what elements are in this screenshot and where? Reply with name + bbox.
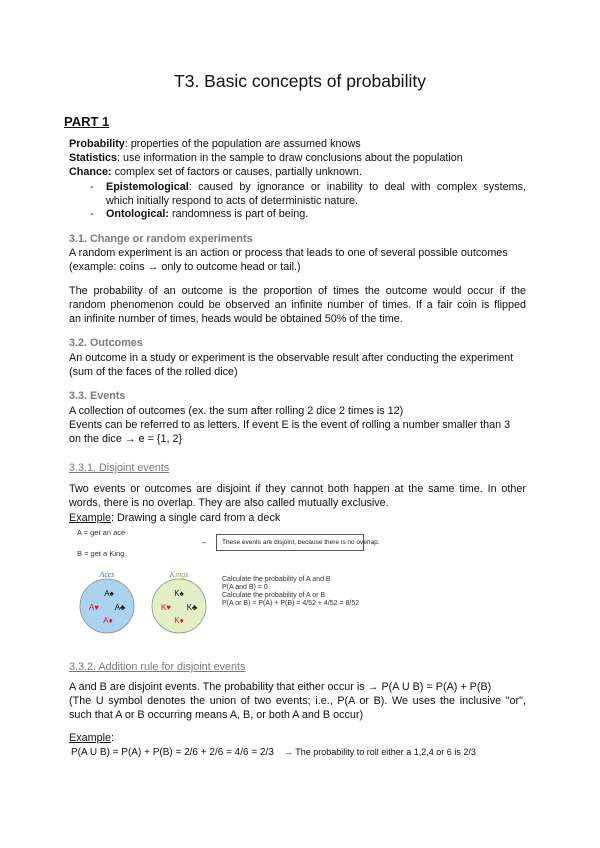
example-text: : Drawing a single card from a deck (111, 512, 281, 524)
example-label: Example (69, 732, 112, 744)
section-3-3-1-heading: 3.3.1. Disjoint events (69, 462, 170, 474)
ontological-item (90, 207, 308, 221)
s33-line-2: Events can be referred to as letters. If event E is the event of rolling a number smaller than 3 (69, 419, 511, 431)
statistics-definition (69, 151, 463, 165)
probability-text: : properties of the population are assumed knows (124, 138, 361, 150)
formula: P(A U B) = P(A) + P(B) = 2/6 + 2/6 = 4/6 = 2/3 (71, 747, 274, 758)
chance-text: complex set of factors or causes, partially unknown. (111, 166, 362, 178)
aces-title: Aces (99, 570, 115, 579)
figure-note-2: P(A and B) = 0 (222, 584, 268, 591)
s332-formula (71, 745, 476, 760)
s32-line-2: (sum of the faces of the rolled dice) (69, 366, 238, 378)
kings-title: Kings (169, 570, 189, 579)
section-3-3-2-heading: 3.3.2. Addition rule for disjoint events (69, 661, 246, 673)
page-title: T3. Basic concepts of probability (174, 71, 426, 91)
s332-line-3: such that A or B occurring means A, B, or both A and B occur) (69, 709, 364, 721)
probability-term: Probability (69, 138, 125, 150)
statistics-term: Statistics (69, 152, 118, 164)
epistemological-line-1 (106, 180, 526, 194)
epistemological-text: : caused by ignorance or inability to deal with complex systems, (188, 181, 526, 193)
figure-note-1: Calculate the probability of A and B (222, 576, 331, 583)
s32-line-1: An outcome in a study or experiment is the observable result after conducting the experiment (69, 352, 514, 364)
ace-hearts: A♥ (88, 603, 100, 612)
event-b-label: B = get a King (77, 549, 125, 558)
s332-line-1: A and B are disjoint events. The probability that either occur is → P(A U B) = P(A) + P(B) (69, 681, 492, 693)
ontological-term: Ontological: (106, 208, 169, 220)
event-a-label: A = get an ace (77, 528, 126, 537)
s31-p2-line-2: random phenomenon could be observed an infinite number of times. If a fair coin is flipped (69, 299, 526, 311)
probability-definition (69, 137, 361, 151)
epistemological-line-2: which initially respond to acts of deterministic nature. (106, 195, 359, 207)
s331-line-2: words, there is no overlap. They are also called mutually exclusive. (69, 497, 389, 509)
figure-dash: – (202, 538, 207, 547)
s31-p1-line-2: (example: coins → only to outcome head or tail.) (69, 261, 301, 273)
king-clubs: K♣ (186, 603, 198, 612)
epistemological-item (90, 180, 526, 194)
part-heading: PART 1 (64, 114, 110, 129)
example-colon: : (111, 732, 115, 744)
bullet-dash: - (90, 208, 94, 220)
figure-note-4: P(A or B) = P(A) + P(B) = 4/52 + 4/52 = 8/52 (222, 600, 360, 607)
statistics-text: : use information in the sample to draw conclusions about the population (117, 152, 463, 164)
king-hearts: K♥ (160, 603, 172, 612)
s332-line-2: (The U symbol denotes the union of two events; i.e., P(A or B). We uses the inclusive "or", (69, 695, 526, 707)
s31-p1-line-1: A random experiment is an action or process that leads to one of several possible outcomes (69, 247, 508, 259)
section-3-2-heading: 3.2. Outcomes (69, 337, 143, 349)
ace-clubs: A♣ (114, 603, 126, 612)
section-3-3-heading: 3.3. Events (69, 390, 126, 402)
s331-example (69, 511, 280, 525)
s31-p2-line-1: The probability of an outcome is the proportion of times the outcome would occur if the (69, 285, 526, 297)
s332-example (69, 731, 114, 745)
s31-p2-line-3: an infinite number of times, heads would be obtained 50% of the time. (69, 313, 403, 325)
ace-diamonds: A♦ (103, 616, 113, 625)
chance-term: Chance: (69, 166, 112, 178)
venn-diagram (75, 568, 215, 640)
conclusion: → The probability to roll either a 1,2,4 or 6 is 2/3 (283, 747, 476, 757)
king-diamonds: K♦ (174, 616, 184, 625)
example-label: Example (69, 512, 112, 524)
disjoint-note-box: These events are disjoint, because there is no overlap. (216, 534, 364, 551)
s33-line-1: A collection of outcomes (ex. the sum after rolling 2 dice 2 times is 12) (69, 405, 404, 417)
ontological-text: randomness is part of being. (168, 208, 309, 220)
figure-note-3: Calculate the probability of A or B (222, 592, 326, 599)
ace-spades: A♠ (104, 589, 114, 598)
section-3-1-heading: 3.1. Change or random experiments (69, 233, 253, 245)
epistemological-term: Epistemological (106, 181, 189, 193)
s33-line-3: on the dice → e = {1, 2} (69, 433, 183, 445)
chance-definition (69, 165, 362, 179)
s331-line-1: Two events or outcomes are disjoint if they cannot both happen at the same time. In other (69, 483, 526, 495)
bullet-dash: - (90, 181, 94, 193)
king-spades: K♠ (174, 589, 184, 598)
